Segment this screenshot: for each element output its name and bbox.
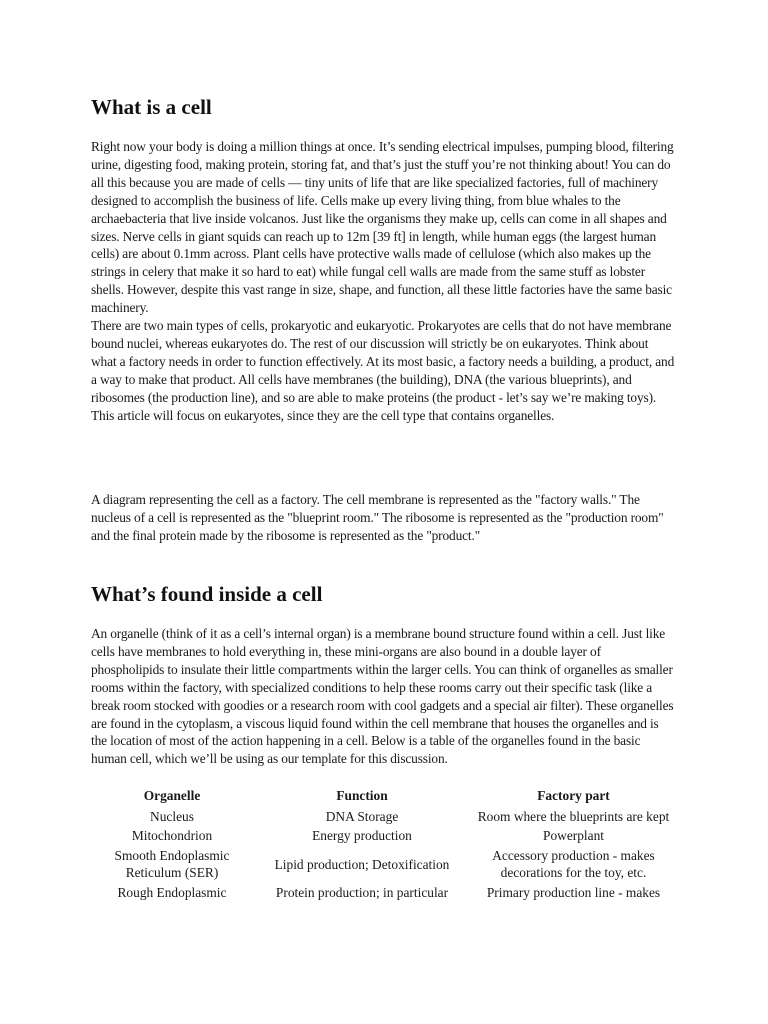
table-header-function: Function: [336, 788, 388, 803]
table-header-factory-part: Factory part: [537, 788, 610, 803]
table-cell-factory-part: Accessory production - makes decorations for the toy, etc.: [492, 847, 655, 881]
table-cell-organelle: Rough Endoplasmic: [117, 884, 227, 900]
table-cell-factory-part: Room where the blueprints are kept: [477, 808, 670, 824]
table-row: [91, 826, 676, 846]
table-cell-function: Energy production: [312, 828, 412, 844]
table-cell-organelle: Smooth Endoplasmic Reticulum (SER): [114, 847, 230, 881]
table-cell-function: DNA Storage: [325, 808, 399, 824]
diagram-caption: A diagram representing the cell as a factory. The cell membrane is represented as the "factory walls." The nucleus of a cell is represented as the "blueprint room." The ribosome is represented as the "production room" and the final protein made by the ribosome is represented as the "product.": [91, 492, 664, 543]
organelle-paragraph: An organelle (think of it as a cell’s internal organ) is a membrane bound structure found within a cell. Just like cells have membranes to hold everything in, these mini-organs are also bound in a double layer of phospholipids to insulate their little compartments within the larger cells. You can think of organelles as smaller rooms within the factory, with specialized conditions to help these rooms carry out their specific task (like a break room stocked with goodies or a research room with cool gadgets and a special air filter). These organelles are found in the cytoplasm, a viscous liquid found within the cell membrane that houses the organelles and is the location of most of the action happening in a cell. Below is a table of the organelles found in the basic human cell, which we’ll be using as our template for this discussion.: [91, 626, 674, 767]
table-row: [91, 846, 676, 883]
table-row: [91, 807, 676, 827]
table-cell-organelle: Mitochondrion: [131, 828, 213, 844]
intro-paragraph-2: There are two main types of cells, prokaryotic and eukaryotic. Prokaryotes are cells that do not have membrane bound nuclei, whereas eukaryotes do. The rest of our discussion will strictly be on eukaryotes. Think about what a factory needs in order to function effectively. At its most basic, a factory needs a building, a product, and a way to make that product. All cells have membranes (the building), DNA (the various blueprints), and ribosomes (the production line), and so are able to make proteins (the product - let’s say we’re making toys). This article will focus on eukaryotes, since they are the cell type that contains organelles.: [91, 318, 675, 423]
table-cell-factory-part: Primary production line - makes: [486, 884, 661, 900]
section-heading-what-is-a-cell: What is a cell: [91, 95, 212, 119]
intro-text-block: [91, 138, 676, 425]
table-cell-organelle: Nucleus: [150, 808, 194, 824]
table-header-row: [91, 786, 676, 807]
table-header-organelle: Organelle: [143, 788, 201, 803]
table-row: [91, 883, 676, 903]
section-heading-inside-a-cell: What’s found inside a cell: [91, 582, 323, 606]
table-cell-function: Protein production; in particular: [275, 884, 449, 900]
intro-paragraph-1: Right now your body is doing a million things at once. It’s sending electrical impulses, pumping blood, filtering urine, digesting food, making protein, storing fat, and that’s just the stuff you’re not thinking about! You can do all this because you are made of cells — tiny units of life that are like specialized factories, full of machinery designed to accomplish the business of life. Cells make up every living thing, from blue whales to the archaebacteria that live inside volcanos. Just like the organisms they make up, cells can come in all shapes and sizes. Nerve cells in giant squids can reach up to 12m [39 ft] in length, while human eggs (the largest human cells) are about 0.1mm across. Plant cells have protective walls made of cellulose (which also makes up the strings in celery that make it so hard to eat) while fungal cell walls are made from the same stuff as lobster shells. However, despite this vast range in size, shape, and function, all these little factories have the same basic machinery.: [91, 139, 674, 316]
table-cell-factory-part: Powerplant: [543, 828, 604, 844]
table-cell-function: Lipid production; Detoxification: [274, 856, 450, 872]
organelle-table: [91, 786, 676, 903]
